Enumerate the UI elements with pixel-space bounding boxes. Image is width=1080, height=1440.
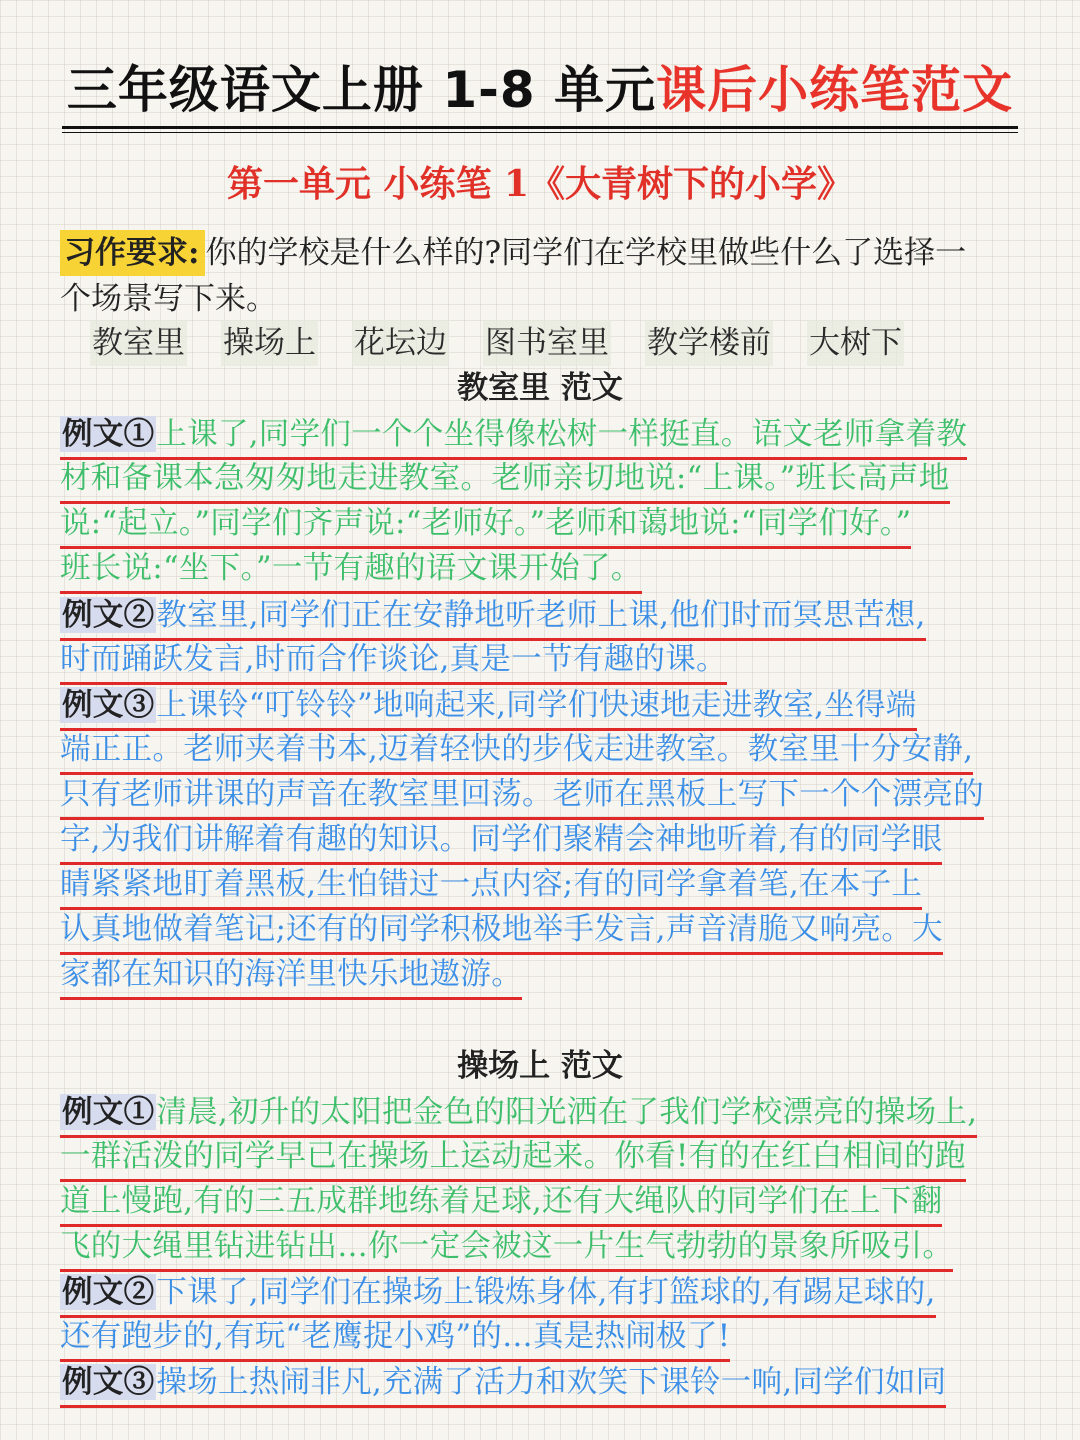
scene-item: 大树下 [807,320,904,366]
example-label: 例文③ [62,687,155,723]
scene-list [90,320,930,366]
example-label: 例文③ [62,1364,155,1400]
page-title [62,56,1018,124]
example-line: 班长说:“坐下。”一节有趣的语文课开始了。 [60,547,642,594]
example-line: 说:“起立。”同学们齐声说:“老师好。”老师和蔼地说:“同学们好。” [60,502,911,549]
example-label: 例文① [62,1094,155,1130]
scene-item: 花坛边 [352,320,449,366]
example-line: 例文①上课了,同学们一个个坐得像松树一样挺直。语文老师拿着教 [60,412,967,460]
unit-title: 第一单元 小练笔 1《大青树下的小学》 [226,163,854,205]
title-part1: 三年级语文上册 1-8 单元 [66,61,657,119]
example-line: 例文③操场上热闹非凡,充满了活力和欢笑下课铃一响,同学们如同 [60,1360,946,1408]
title-part2: 课后小练笔范文 [656,61,1014,119]
example-line: 例文①清晨,初升的太阳把金色的阳光洒在了我们学校漂亮的操场上, [60,1090,977,1138]
requirement-label: 习作要求: [60,230,205,276]
requirement-line2: 个场景写下来。 [60,281,277,317]
scene-item: 教室里 [90,320,187,366]
title-rule-thin [62,132,1018,133]
example-line: 认真地做着笔记;还有的同学积极地举手发言,声音清脆又响亮。大 [60,908,943,955]
example-line: 只有老师讲课的声音在教室里回荡。老师在黑板上写下一个个漂亮的 [60,773,984,820]
example-line: 例文②下课了,同学们在操场上锻炼身体,有打篮球的,有踢足球的, [60,1270,936,1318]
example-line: 例文③上课铃“叮铃铃”地响起来,同学们快速地走进教室,坐得端 [60,683,917,731]
example-line: 时而踊跃发言,时而合作谈论,真是一节有趣的课。 [60,638,727,685]
example-line: 端正正。老师夹着书本,迈着轻快的步伐走进教室。教室里十分安静, [60,728,973,775]
example-line: 道上慢跑,有的三五成群地练着足球,还有大绳队的同学们在上下翻 [60,1180,942,1227]
example-line: 还有跑步的,有玩“老鹰捉小鸡”的…真是热闹极了! [60,1315,730,1362]
example-line: 例文②教室里,同学们正在安静地听老师上课,他们时而冥思苦想, [60,593,926,641]
example-line: 字,为我们讲解着有趣的知识。同学们聚精会神地听着,有的同学眼 [60,818,942,865]
example-line: 家都在知识的海洋里快乐地遨游。 [60,953,522,1000]
section-heading-classroom: 教室里 范文 [457,370,623,406]
example-label: 例文② [62,597,155,633]
scene-item: 教学楼前 [645,320,773,366]
example-line: 一群活泼的同学早已在操场上运动起来。你看!有的在红白相间的跑 [60,1135,966,1182]
requirement [60,230,1030,322]
section-heading-playground: 操场上 范文 [457,1048,623,1084]
page-title-block [62,56,1018,133]
title-rule [62,126,1018,129]
example-line: 睛紧紧地盯着黑板,生怕错过一点内容;有的同学拿着笔,在本子上 [60,863,922,910]
requirement-line1: 你的学校是什么样的?同学们在学校里做些什么了选择一 [205,235,967,271]
example-line: 飞的大绳里钻进钻出…你一定会被这一片生气勃勃的景象所吸引。 [60,1225,953,1272]
scene-item: 操场上 [221,320,318,366]
example-line: 材和备课本急匆匆地走进教室。老师亲切地说:“上课。”班长高声地 [60,457,950,504]
scene-item: 图书室里 [483,320,611,366]
example-label: 例文② [62,1274,155,1310]
example-label: 例文① [62,416,155,452]
